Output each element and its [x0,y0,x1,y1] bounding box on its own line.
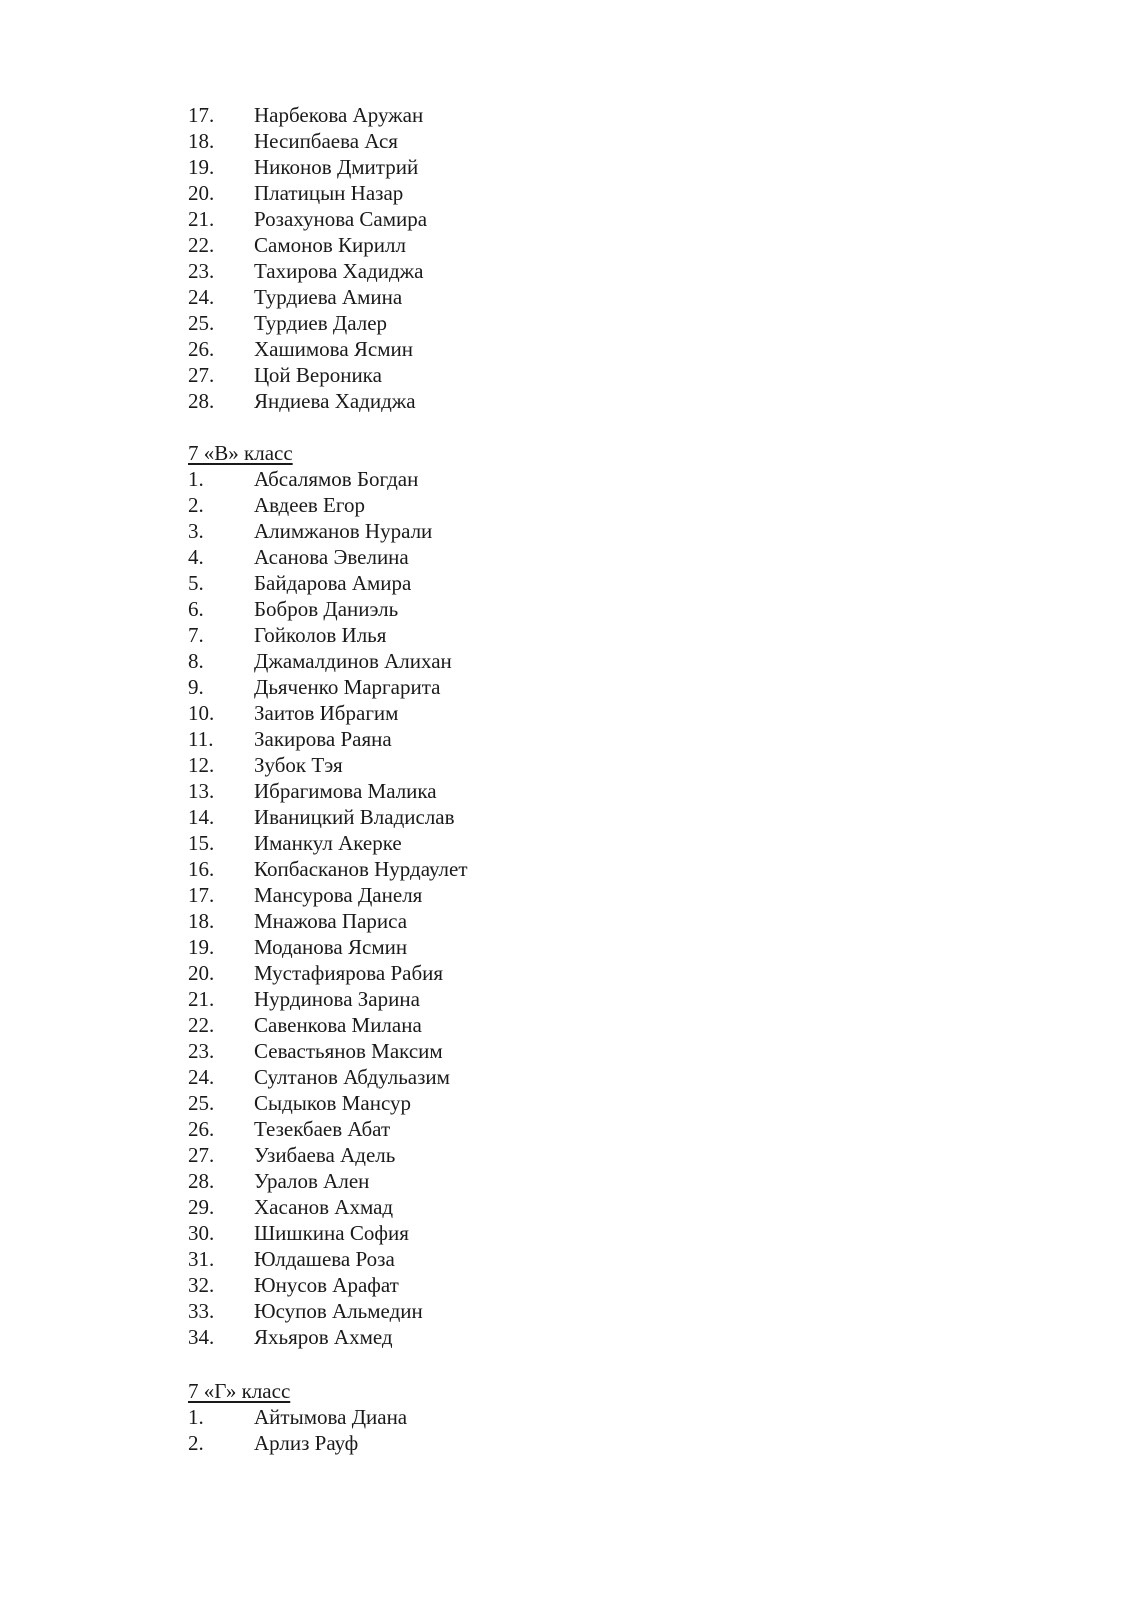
student-name: Авдеев Егор [254,493,365,517]
item-number: 24. [188,1065,215,1089]
item-number: 28. [188,1169,215,1193]
list-item [188,1168,788,1194]
student-name: Закирова Раяна [254,727,392,751]
item-number: 18. [188,909,215,933]
student-name: Яндиева Хадиджа [254,389,416,413]
list-item [188,752,788,778]
student-name: Яхьяров Ахмед [254,1325,393,1349]
item-number: 21. [188,207,215,231]
list-item [188,258,788,284]
item-number: 5. [188,571,204,595]
list-item [188,466,788,492]
student-name: Юлдашева Роза [254,1247,395,1271]
item-number: 26. [188,337,215,361]
list-item [188,1116,788,1142]
item-number: 25. [188,311,215,335]
item-number: 12. [188,753,215,777]
student-name: Нарбекова Аружан [254,103,424,127]
list-item [188,1220,788,1246]
student-name: Турдиева Амина [254,285,403,309]
item-number: 26. [188,1117,215,1141]
student-name: Мансурова Данеля [254,883,423,907]
item-number: 33. [188,1299,215,1323]
student-name: Несипбаева Ася [254,129,398,153]
item-number: 4. [188,545,204,569]
item-number: 10. [188,701,215,725]
list-item [188,1324,788,1350]
list-item [188,882,788,908]
item-number: 23. [188,259,215,283]
item-number: 18. [188,129,215,153]
student-name: Асанова Эвелина [254,545,409,569]
student-name: Севастьянов Максим [254,1039,443,1063]
item-number: 15. [188,831,215,855]
student-name: Абсалямов Богдан [254,467,419,491]
list-item [188,206,788,232]
list-item [188,232,788,258]
list-item [188,1194,788,1220]
student-name: Шишкина София [254,1221,409,1245]
list-item [188,1012,788,1038]
student-name: Иваницкий Владислав [254,805,455,829]
item-number: 7. [188,623,204,647]
class-heading: 7 «Г» класс [188,1379,291,1403]
student-name: Байдарова Амира [254,571,412,595]
item-number: 29. [188,1195,215,1219]
student-name: Заитов Ибрагим [254,701,399,725]
list-item [188,388,788,414]
item-number: 31. [188,1247,215,1271]
student-name: Самонов Кирилл [254,233,406,257]
student-name: Юсупов Альмедин [254,1299,423,1323]
student-name: Цой Вероника [254,363,382,387]
item-number: 1. [188,467,204,491]
list-item [188,700,788,726]
item-number: 6. [188,597,204,621]
list-item [188,544,788,570]
list-item [188,726,788,752]
list-item [188,154,788,180]
list-item [188,1272,788,1298]
student-name: Алимжанов Нурали [254,519,433,543]
list-item [188,934,788,960]
list-item [188,1246,788,1272]
list-item [188,1038,788,1064]
item-number: 21. [188,987,215,1011]
item-number: 32. [188,1273,215,1297]
student-name: Турдиев Далер [254,311,388,335]
student-name: Сыдыков Мансур [254,1091,411,1115]
item-number: 27. [188,363,215,387]
student-name: Зубок Тэя [254,753,343,777]
list-item [188,284,788,310]
student-name: Арлиз Рауф [254,1431,359,1455]
item-number: 8. [188,649,204,673]
item-number: 22. [188,1013,215,1037]
student-name: Платицын Назар [254,181,404,205]
student-name: Бобров Даниэль [254,597,399,621]
student-name: Иманкул Акерке [254,831,402,855]
item-number: 19. [188,155,215,179]
student-name: Копбасканов Нурдаулет [254,857,468,881]
item-number: 14. [188,805,215,829]
item-number: 24. [188,285,215,309]
item-number: 2. [188,493,204,517]
student-name: Никонов Дмитрий [254,155,419,179]
student-name: Моданова Ясмин [254,935,408,959]
student-name: Розахунова Самира [254,207,428,231]
student-name: Мустафиярова Рабия [254,961,444,985]
list-item [188,908,788,934]
item-number: 22. [188,233,215,257]
item-number: 34. [188,1325,215,1349]
list-item [188,960,788,986]
item-number: 28. [188,389,215,413]
student-name: Хашимова Ясмин [254,337,413,361]
list-item [188,102,788,128]
student-list-7g [188,1378,788,1456]
list-item [188,570,788,596]
item-number: 3. [188,519,204,543]
list-item [188,622,788,648]
item-number: 16. [188,857,215,881]
student-name: Султанов Абдульазим [254,1065,450,1089]
student-name: Гойколов Илья [254,623,387,647]
list-item [188,518,788,544]
item-number: 1. [188,1405,204,1429]
student-name: Хасанов Ахмад [254,1195,394,1219]
list-item [188,674,788,700]
list-item [188,180,788,206]
item-number: 13. [188,779,215,803]
student-name: Узибаева Адель [254,1143,396,1167]
student-name: Мнажова Париса [254,909,408,933]
item-number: 17. [188,883,215,907]
list-item [188,778,788,804]
student-name: Савенкова Милана [254,1013,422,1037]
item-number: 11. [188,727,214,751]
item-number: 23. [188,1039,215,1063]
list-item [188,1064,788,1090]
item-number: 27. [188,1143,215,1167]
list-item [188,830,788,856]
item-number: 25. [188,1091,215,1115]
item-number: 2. [188,1431,204,1455]
student-name: Ибрагимова Малика [254,779,437,803]
list-item [188,648,788,674]
list-item [188,310,788,336]
student-list-7v [188,440,788,1350]
item-number: 20. [188,961,215,985]
student-name: Нурдинова Зарина [254,987,420,1011]
student-name: Джамалдинов Алихан [254,649,452,673]
list-item [188,1142,788,1168]
student-name: Юнусов Арафат [254,1273,399,1297]
student-name: Дьяченко Маргарита [254,675,441,699]
list-item [188,856,788,882]
list-item [188,336,788,362]
item-number: 30. [188,1221,215,1245]
item-number: 20. [188,181,215,205]
list-item [188,1090,788,1116]
list-item [188,986,788,1012]
list-item [188,596,788,622]
list-item [188,362,788,388]
list-item [188,1298,788,1324]
student-name: Айтымова Диана [254,1405,408,1429]
student-name: Тахирова Хадиджа [254,259,424,283]
list-item [188,1430,788,1456]
student-name: Тезекбаев Абат [254,1117,391,1141]
item-number: 17. [188,103,215,127]
list-item [188,804,788,830]
item-number: 9. [188,675,204,699]
student-name: Уралов Ален [254,1169,370,1193]
item-number: 19. [188,935,215,959]
list-item [188,128,788,154]
student-list-continued [188,102,788,414]
list-item [188,492,788,518]
list-item [188,1404,788,1430]
class-heading: 7 «В» класс [188,441,293,465]
